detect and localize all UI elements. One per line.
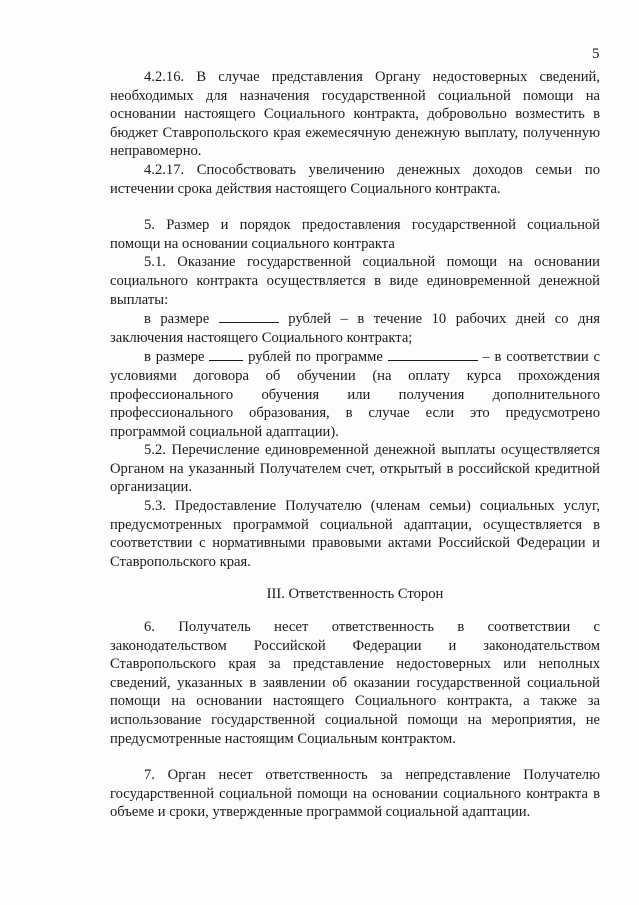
spacer bbox=[110, 748, 600, 766]
paragraph-5-1-amount-a bbox=[110, 309, 600, 347]
paragraph-4-2-16: 4.2.16. В случае представления Органу недостоверных сведений, необходимых для назначения государственной социальной помощи на основании настоящего Социального контракта, добровольно возместить в бюджет Ставропольского края ежемесячную денежную выплату, полученную неправомерно. bbox=[110, 69, 600, 160]
spacer bbox=[110, 604, 600, 618]
amount-b-start: в размере bbox=[144, 349, 205, 366]
spacer bbox=[110, 198, 600, 216]
paragraph-5-1: 5.1. Оказание государственной социальной помощи на основании социального контракта осуществляется в виде единовременной денежной выплаты: bbox=[110, 254, 600, 308]
paragraph-5-1-amount-b bbox=[110, 347, 600, 441]
section-5-title: 5. Размер и порядок предоставления государственной социальной помощи на основании социального контракта bbox=[110, 217, 600, 252]
page-number: 5 bbox=[592, 46, 600, 62]
paragraph-7: 7. Орган несет ответственность за непредставление Получателю государственной социальной помощи на основании социального контракта в объеме и сроки, утвержденные программой социальной адаптации. bbox=[110, 767, 600, 821]
section-3-title: III. Ответственность Сторон bbox=[266, 586, 444, 603]
amount-blank bbox=[219, 309, 279, 323]
amount-b-mid: рублей по программе bbox=[248, 349, 383, 366]
program-blank bbox=[388, 347, 478, 361]
spacer bbox=[110, 571, 600, 585]
paragraph-5-3: 5.3. Предоставление Получателю (членам семьи) социальных услуг, предусмотренных программой социальной адаптации, осуществляется в соответствии с нормативными правовыми актами Российской Федерации и Ставропольского края. bbox=[110, 498, 600, 570]
amount-b-end: – в соответствии с условиями договора об обучении (на оплату курса прохождения профессионального обучения или получения дополнительного профессионального образования, в случае если это предусмотрено программой социальной адаптации). bbox=[110, 349, 600, 440]
paragraph-5-2: 5.2. Перечисление единовременной денежной выплаты осуществляется Органом на указанный Получателем счет, открытый в российской кредитной организации. bbox=[110, 442, 600, 496]
document-body bbox=[110, 68, 600, 822]
paragraph-4-2-17: 4.2.17. Способствовать увеличению денежных доходов семьи по истечении срока действия настоящего Социального контракта. bbox=[110, 161, 600, 197]
amount-blank bbox=[209, 347, 243, 361]
amount-a-end: рублей – в течение 10 рабочих дней со дня заключения настоящего Социального контракта; bbox=[110, 311, 601, 346]
amount-a-start: в размере bbox=[144, 311, 210, 328]
paragraph-6: 6. Получатель несет ответственность в соответствии с законодательством Российской Федерации и законодательством Ставропольского края за представление недостоверных или неполных сведений, указанных в заявлении об оказании государственной социальной помощи на основании настоящего Социального контракта, а также за использование государственной социальной помощи на мероприятия, не предусмотренные настоящим Социальным контрактом. bbox=[110, 619, 600, 747]
